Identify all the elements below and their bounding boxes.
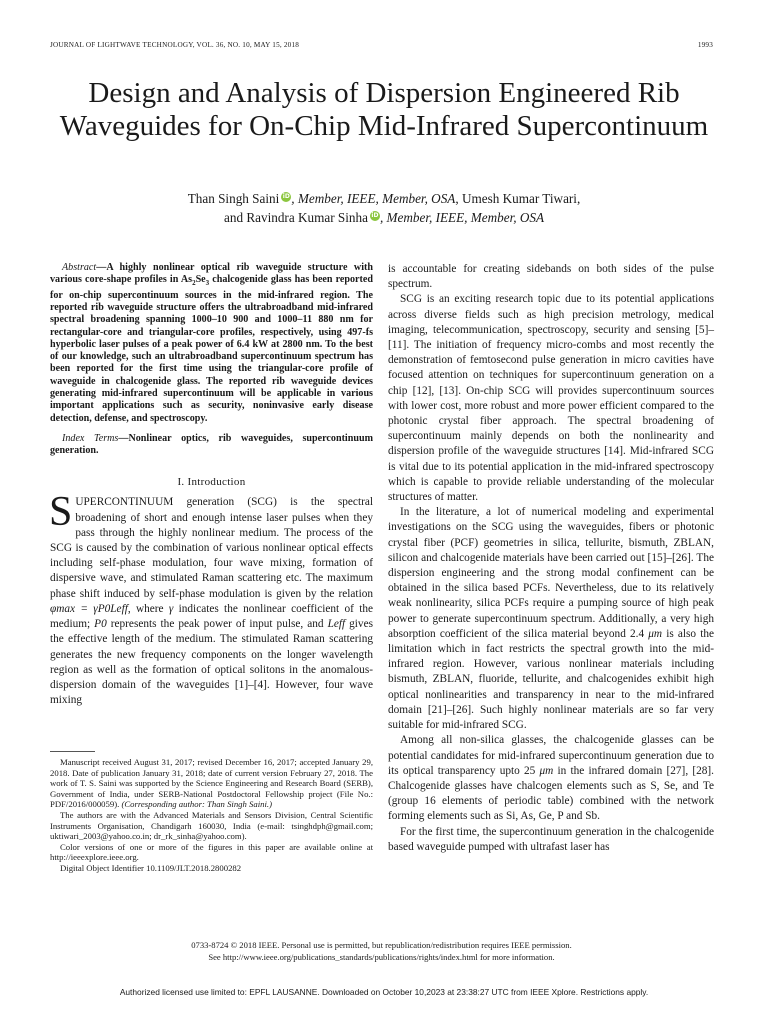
index-terms: Index Terms—Nonlinear optics, rib waveguides, supercontinuum generation.	[50, 432, 373, 457]
section-heading: I. Introduction	[177, 476, 246, 489]
paper-title: Design and Analysis of Dispersion Engineered Rib Waveguides for On-Chip Mid-Infrared Supercontinuum	[59, 77, 709, 142]
footnote	[50, 757, 373, 874]
footnote-affiliation: The authors are with the Advanced Materials and Sensors Division, Central Scientific Instruments Organisation, Chandigarh 160030, India (e-mail: tsinghdph@gmail.com; uktiwari_2003@yahoo.co.in; dr_rk_sinha@yahoo.com).	[50, 809, 373, 842]
dropcap: S	[49, 489, 73, 536]
author-affiliation: , Member, IEEE, Member, OSA	[291, 191, 456, 206]
index-terms-label: Index Terms	[62, 432, 119, 444]
author-list	[60, 189, 708, 227]
body-paragraph: In the literature, a lot of numerical modeling and experimental investigations on the SCG using the waveguides, fibers or photonic crystal fiber (PCF) geometries in silica, tellurite, bismuth, ZBLAN, silicon and chalcogenide materials have been carried out [15]–[26]. The dispersion engineering and the strong modal confinement can be obtained in the silica based PCFs. Nevertheless, due to its relatively weak nonlinearity, silica PCFs require a pumping source of high peak power to generate supercontinuum spectrum. Additionally, a very high absorption coefficient of the silica material beyond 2.4 μm is also the limitation which in fact restricts the spectral growth into the mid-infrared region. However, various nonlinear materials including bismuth, ZBLAN, fluoride, tellurite, and chalcogenides exhibit high optical nonlinearities and transparency in near to the mid-infrared domain [21]–[26]. Such highly nonlinear materials are so far very suitable for mid-infrared SCG.	[388, 506, 714, 732]
abstract: Abstract—A highly nonlinear optical rib waveguide structure with various core-shape profiles in $As_2Se_3$ chalcogenide glass has been reported for on-chip supercontinuum sources in the mid-infrared region. The reported rib waveguide structure offers the ultrabroadband mid-infrared spectral broadening spanning 1000–10 900 and 1000–11 880 nm for rectangular-core and triangular-core profiles, respectively, using 497-fs hyperbolic laser pulses of a peak power of 6.4 kW at 2800 nm. To the best of our knowledge, such an ultrabroadband supercontinuum spectrum has been reported for the first time using the triangular-core profile of waveguide in chalcogenide glass. The reported rib waveguide devices generating mid-infrared supercontinuum will be applicable in various important applications such as security, noninvasive early disease detection, defense, and spectroscopy.	[50, 262, 373, 424]
body-paragraph: is accountable for creating sidebands on both sides of the pulse spectrum.	[388, 263, 714, 291]
footnote-rule	[50, 751, 95, 752]
body-paragraph: Among all non-silica glasses, the chalcogenide glasses can be potential candidates for mid-infrared supercontinuum generation due to its optical transparency upto 25 μm in the infrared domain [27], [28]. Chalcogenide glasses have chalcogen elements such as S, Se, and Te (group 16 elements of periodic table) combined with the network forming elements such as Si, As, Ge, P and Sb.	[388, 734, 714, 823]
footnote-color: Color versions of one or more of the figures in this paper are available online at http://ieeexplore.ieee.org.	[50, 841, 373, 863]
orcid-icon[interactable]: iD	[282, 193, 290, 200]
copyright-notice: 0733-8724 © 2018 IEEE. Personal use is permitted, but republication/redistribution requires IEEE permission. See http://www.ieee.org/publications_standards/publications/rights/index.html for more information.	[50, 939, 713, 963]
body-paragraph: For the first time, the supercontinuum generation in the chalcogenide based waveguide pumped with ultrafast laser has	[388, 825, 714, 853]
right-column	[388, 262, 714, 855]
page-number: 1993	[697, 41, 713, 49]
footnote-doi: Digital Object Identifier 10.1109/JLT.2018.2800282	[60, 862, 242, 873]
rights-link[interactable]: See http://www.ieee.org/publications_standards/publications/rights/index.html for more information.	[208, 952, 555, 962]
author-affiliation: , Member, IEEE, Member, OSA	[379, 210, 544, 225]
abstract-label: Abstract	[62, 262, 97, 273]
equation: φmax = γP0Leff	[50, 602, 128, 615]
orcid-icon[interactable]: iD	[371, 212, 379, 219]
body-paragraph: SUPERCONTINUUM generation (SCG) is the spectral broadening of short and enough intense laser pulses when they pass through the highly nonlinear medium. The process of the SCG is caused by the combination of various nonlinear optical effects including self-phase modulation, four wave mixing, formation of dispersive wave, and stimulated Raman scattering etc. The maximum phase shift induced by self-phase modulation is given by the relation φmax = γP0Leff, where γ indicates the nonlinear coefficient of the medium; P0 represents the peak power of input pulse, and Leff gives the effective length of the medium. The stimulated Raman scattering generates the new frequency components on the longer wavelength region as well as the formation of optical solitons in the anomalous-dispersion domain of the waveguides [1]–[4]. However, four wave mixing	[49, 489, 373, 707]
license-notice: Authorized licensed use limited to: EPFL LAUSANNE. Downloaded on October 10,2023 at 23:38:27 UTC from IEEE Xplore. Restrictions apply.	[119, 987, 649, 997]
author-name: , Umesh Kumar Tiwari,	[455, 191, 581, 206]
footnote-manuscript: Manuscript received August 31, 2017; revised December 16, 2017; accepted January 29, 2018. Date of publication January 31, 2018; date of current version February 27, 2018. The work of T. S. Saini was supported by the Science Engineering and Research Board (SERB), Government of India, under SERB-National Postdoctoral Fellowship project (File No.: PDF/2016/000059). (Corresponding author: Than Singh Saini.)	[50, 757, 373, 810]
running-head	[50, 41, 713, 49]
author-name: Than Singh Saini	[187, 191, 280, 206]
left-column	[50, 262, 373, 708]
body-paragraph: SCG is an exciting research topic due to its potential applications across diverse fields such as high precision metrology, medical imaging, telecommunication, spectroscopy, security and sensing [5]–[11]. The initiation of frequency micro-combs and most recently the demonstration of femtosecond pulse generation in micro cavities have focused attention on techniques for supercontinuum generation on a chip [12], [13]. On-chip SCG will provides supercontinuum sources with lower cost, more robust and more power efficient compared to the photonic crystal fiber approach. The spectral broadening of supercontinuum mainly depends on both the nonlinearity and dispersion profile of the waveguide structures [14]. Mid-infrared SCG is vital due to its potential application in the mid-infrared spectroscopy which is capable to provide reliable understanding of the molecular structures of matter.	[388, 293, 714, 504]
journal-header: JOURNAL OF LIGHTWAVE TECHNOLOGY, VOL. 36, NO. 10, MAY 15, 2018	[50, 41, 300, 49]
author-name: and Ravindra Kumar Sinha	[224, 210, 368, 225]
